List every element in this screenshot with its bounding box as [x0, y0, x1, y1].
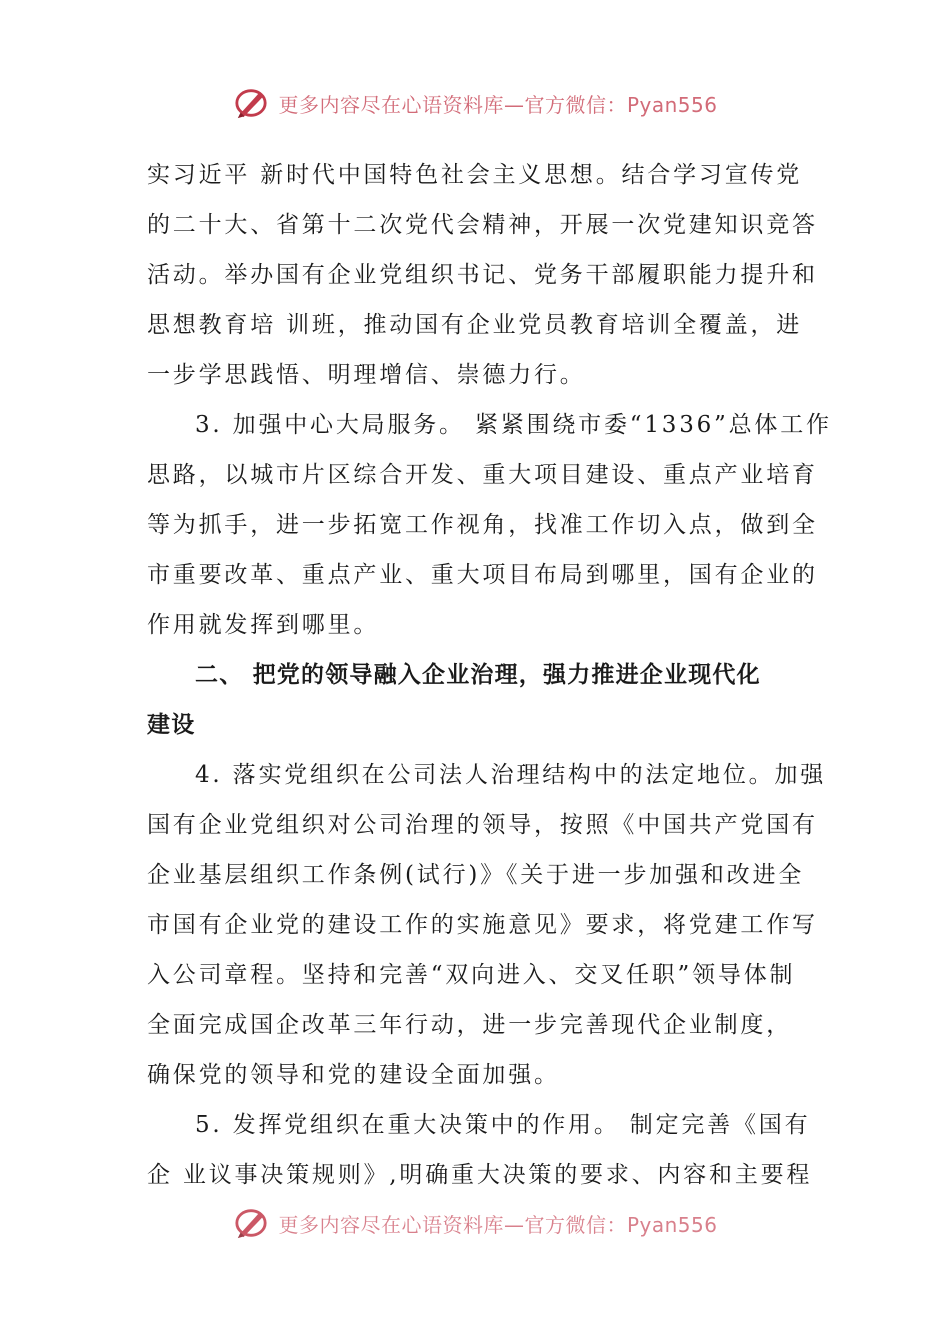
text-line: 活动。举办国有企业党组织书记、党务干部履职能力提升和	[147, 262, 818, 288]
paragraph-start-line: 5. 发挥党组织在重大决策中的作用。 制定完善《国有	[195, 1112, 811, 1138]
text-line: 作用就发挥到哪里。	[147, 612, 380, 638]
text-line: 一步学思践悟、明理增信、崇德力行。	[147, 362, 586, 388]
watermark-text: 更多内容尽在心语资料库—官方微信：Pyan556	[278, 92, 718, 117]
watermark-text: 更多内容尽在心语资料库—官方微信：Pyan556	[278, 1212, 718, 1237]
text-line: 的二十大、省第十二次党代会精神，开展一次党建知识竞答	[147, 212, 818, 238]
document-body	[147, 150, 832, 1200]
section-heading-continued: 建设	[147, 712, 196, 738]
text-line: 全面完成国企改革三年行动，进一步完善现代企业制度，	[147, 1012, 792, 1038]
footer-watermark	[0, 1206, 950, 1240]
header-watermark	[0, 86, 950, 120]
pen-logo-icon	[232, 1206, 270, 1240]
text-line: 企 业议事决策规则》,明确重大决策的要求、内容和主要程	[147, 1162, 813, 1188]
text-line: 实习近平 新时代中国特色社会主义思想。结合学习宣传党	[147, 162, 803, 188]
text-line: 思路，以城市片区综合开发、重大项目建设、重点产业培育	[147, 462, 818, 488]
text-line: 国有企业党组织对公司治理的领导，按照《中国共产党国有	[147, 812, 818, 838]
paragraph-start-line: 3. 加强中心大局服务。 紧紧围绕市委“1336”总体工作	[195, 412, 832, 438]
text-line: 等为抓手，进一步拓宽工作视角，找准工作切入点，做到全	[147, 512, 818, 538]
text-line: 市国有企业党的建设工作的实施意见》要求，将党建工作写	[147, 912, 818, 938]
pen-logo-icon	[232, 86, 270, 120]
paragraph-start-line: 4. 落实党组织在公司法人治理结构中的法定地位。加强	[195, 762, 827, 788]
text-line: 市重要改革、重点产业、重大项目布局到哪里，国有企业的	[147, 562, 818, 588]
text-line: 思想教育培 训班，推动国有企业党员教育培训全覆盖，进	[147, 312, 803, 338]
text-line: 确保党的领导和党的建设全面加强。	[147, 1062, 560, 1088]
text-line: 入公司章程。坚持和完善“双向进入、交叉任职”领导体制	[147, 962, 796, 988]
section-heading: 二、 把党的领导融入企业治理，强力推进企业现代化	[195, 662, 761, 688]
text-line: 企业基层组织工作条例(试行)》《关于进一步加强和改进全	[147, 862, 805, 888]
